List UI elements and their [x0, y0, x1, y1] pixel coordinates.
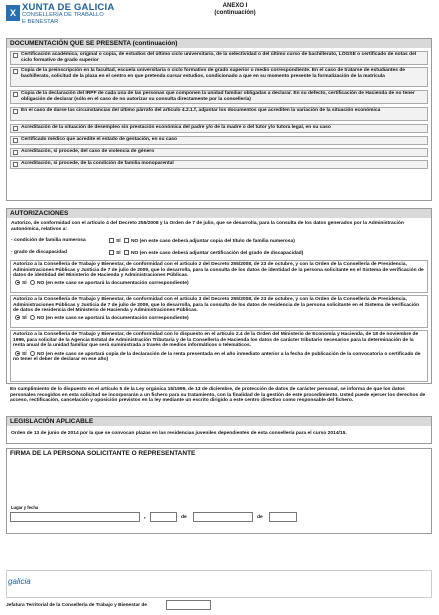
signature-title: FIRMA DE LA PERSONA SOLICITANTE O REPRESENTANTE — [7, 449, 431, 458]
auth-tax-block — [10, 330, 428, 382]
de-label-2: de — [257, 515, 263, 520]
auth-tax-options: SÍ NO (en este caso se aportará copia de la declaración de la renta presentada en el año inmediato anterior a la fecha de publicación de la convocatoria o certificado de no tener el deber de declarar en ese año) — [13, 351, 421, 363]
auth-residence-block — [10, 295, 428, 328]
doc-item-8: Acreditación, si procede, de la condición de familia monoparental — [10, 160, 428, 169]
doc-checkbox-1[interactable] — [13, 53, 18, 58]
org-line2: CONSELLERÍA DE TRABALLO — [22, 12, 104, 18]
comma-separator: , — [144, 514, 146, 520]
doc-item-7: Acreditación, si procede, del caso de violencia de género — [10, 148, 428, 157]
doc-checkbox-7[interactable] — [13, 150, 18, 155]
signature-section — [6, 448, 432, 534]
auth-row-disability — [11, 250, 67, 256]
tax-no-radio[interactable] — [30, 351, 35, 356]
org-name — [22, 3, 114, 25]
identity-no-radio[interactable] — [30, 280, 35, 285]
month-input[interactable] — [193, 512, 253, 522]
privacy-text: En cumplimiento de lo dispuesto en el artículo 5 de la Ley orgánica 15/1999, de 13 de diciembre, de protección de datos de carácter personal, se informa de que los datos personales recogidos en esta solicitud se incorporarán a un fichero para su tratamiento, con la finalidad de la gestión de este procedimiento. Usted puede ejercer los derechos de acceso, rectificación, cancelación y oposición previstos en la ley mediante un escrito dirigido a este centro directivo como responsable del fichero. — [10, 387, 426, 404]
footer-logo-area — [6, 570, 432, 598]
family-no-checkbox[interactable] — [124, 238, 129, 243]
doc-checkbox-2[interactable] — [13, 69, 18, 74]
identity-yes-radio[interactable] — [15, 280, 20, 285]
doc-checkbox-3[interactable] — [13, 92, 18, 97]
legislation-title: LEGISLACIÓN APLICABLE — [7, 417, 431, 426]
auth-identity-text: Autorizo a la Consellería de Trabajo y Bienestar, de conformidad con el artículo 2 del Decreto 255/2008, de 23 de octubre, y con la Orden de la Consellería de Presidencia, Administraciones Públicas y Justicia de 7 de julio de 2009, que lo desarrolla, para la consulta de los datos de identidad de la persona solicitante en el Sistema de verificación de datos de identidad del Ministerio de Hacienda y Administraciones Públicas. — [13, 262, 424, 279]
xunta-logo-icon: X — [6, 5, 20, 21]
auth-identity-options: SÍ NO (en este caso se aportará la documentación correspondiente) — [13, 280, 425, 287]
doc-item-3: Copia de la declaración del IRPF de cada una de las personas que componen la unidad familiar obligadas a declarar. En su defecto, certificación de Hacienda de no tener obligación de declarar (sólo en el caso de no autorizar su consulta directamente por la consellería) — [10, 90, 428, 104]
authorizations-title: AUTORIZACIONES — [7, 209, 431, 218]
year-input[interactable] — [269, 512, 297, 522]
auth-residence-text: Autorizo a la Consellería de Trabajo y Bienestar, de conformidad con el artículo 3 del Decreto 255/2008, de 23 de octubre, y con la Orden de la Consellería de Presidencia, Administraciones Públicas y Justicia de 7 de julio de 2009, que lo desarrolla, para la consulta de los datos de residencia de la persona solicitante en el Sistema de verificación de datos de residencia del Ministerio de Hacienda y Administraciones Públicas. — [13, 297, 420, 314]
auth-row-family — [11, 238, 86, 244]
residence-yes-radio[interactable] — [15, 315, 20, 320]
doc-checkbox-8[interactable] — [13, 162, 18, 167]
disability-no-checkbox[interactable] — [124, 250, 129, 255]
auth-row-disability-options: SÍ NO (en este caso deberá adjuntar certificación del grado de discapacidad) — [107, 250, 303, 257]
auth-tax-text: Autorizo a la Consellería de Trabajo y Bienestar, de conformidad con lo dispuesto en el artículo 2.4 de la Orden del Ministerio de Economía y Hacienda, de 18 de noviembre de 1999, para solicitar de la Agencia Estatal de Administración Tributaria y de la Consellería de Hacienda los datos de carácter tributario necesarios para la determinación de la renta anual de la unidad familiar que será suministrada a través de medios informáticos o telemáticos. — [13, 332, 419, 349]
de-label-1: de — [181, 515, 187, 520]
doc-checkbox-6[interactable] — [13, 138, 18, 143]
galicia-logo-icon: galicia — [8, 577, 31, 586]
doc-item-1: Certificación académica, original o copia, de estudios del último ciclo universitario, de la selectividad o del último curso de bachillerato, LOGSE o certificado de notas del ciclo formativo de grado superior — [10, 51, 428, 65]
privacy-notice — [6, 385, 432, 414]
disability-yes-checkbox[interactable] — [109, 250, 114, 255]
documentation-section — [6, 38, 432, 201]
annex-subtitle: (continuación) — [214, 10, 256, 16]
jefatura-label: Jefatura Territorial de la Consellería de Trabajo y Bienestar de — [6, 603, 147, 608]
residence-no-radio[interactable] — [30, 315, 35, 320]
tax-yes-radio[interactable] — [15, 351, 20, 356]
auth-row-family-options: SÍ NO (en este caso deberá adjuntar copia del título de familia numerosa) — [107, 238, 295, 245]
doc-item-4: En el caso de darse las circunstancias del último párrafo del artículo 4.2.1.f, adjuntar los documentos que acrediten la variación de la situación económica — [10, 107, 428, 121]
family-yes-checkbox[interactable] — [109, 238, 114, 243]
day-input[interactable] — [150, 512, 177, 522]
annex-title: ANEXO I — [222, 3, 248, 9]
legislation-section — [6, 416, 432, 444]
legislation-text: Orden de 13 de junio de 2014 por la que se convocan plazas en las residencias juveniles dependientes de esta consellería para el curso 2014/15. — [11, 431, 347, 436]
auth-residence-options: SÍ NO (en este caso se aportará la documentación correspondiente) — [13, 315, 425, 322]
documentation-title: DOCUMENTACIÓN QUE SE PRESENTA (continuación) — [7, 39, 431, 48]
authorizations-section — [6, 208, 432, 384]
doc-checkbox-4[interactable] — [13, 109, 18, 114]
jefatura-input[interactable] — [166, 600, 211, 610]
doc-item-2: Copia de la preinscripción en la facultad, escuela universitaria o ciclo formativo de grado superior o medio correspondiente. En el caso de tratarse de estudiantes de bachillerato, solicitud de la plaza en el centro en que pretenda cursar estudios, condicionado a que en su momento presente la formalización de la matrícula — [10, 67, 428, 87]
auth-identity-block — [10, 260, 428, 293]
doc-checkbox-5[interactable] — [13, 126, 18, 131]
doc-item-5: Acreditación de la situación de desempleo sin prestación económica del padre y/o de la madre o del tutor y/o tutora legal, en su caso — [10, 124, 428, 133]
auth-row-family-label: - condición de familia numerosa — [11, 238, 86, 243]
auth-row-disability-label: - grado de discapacidad — [11, 250, 67, 255]
org-line1: XUNTA DE GALICIA — [22, 2, 115, 13]
place-date-label: Lugar y fecha — [11, 505, 39, 510]
annex-heading — [200, 3, 270, 17]
doc-item-6: Certificado médico que acredite el estado de gestación, en su caso — [10, 136, 428, 145]
place-input[interactable] — [10, 512, 140, 522]
auth-intro: Autorizo, de conformidad con el artículo 4 del Decreto 255/2008 y la Orden de 7 de julio, que se desarrolla, para la consulta de los datos generados por la Administración autonómica, relativos a: — [11, 221, 404, 232]
org-line3: E BENESTAR — [22, 18, 59, 25]
